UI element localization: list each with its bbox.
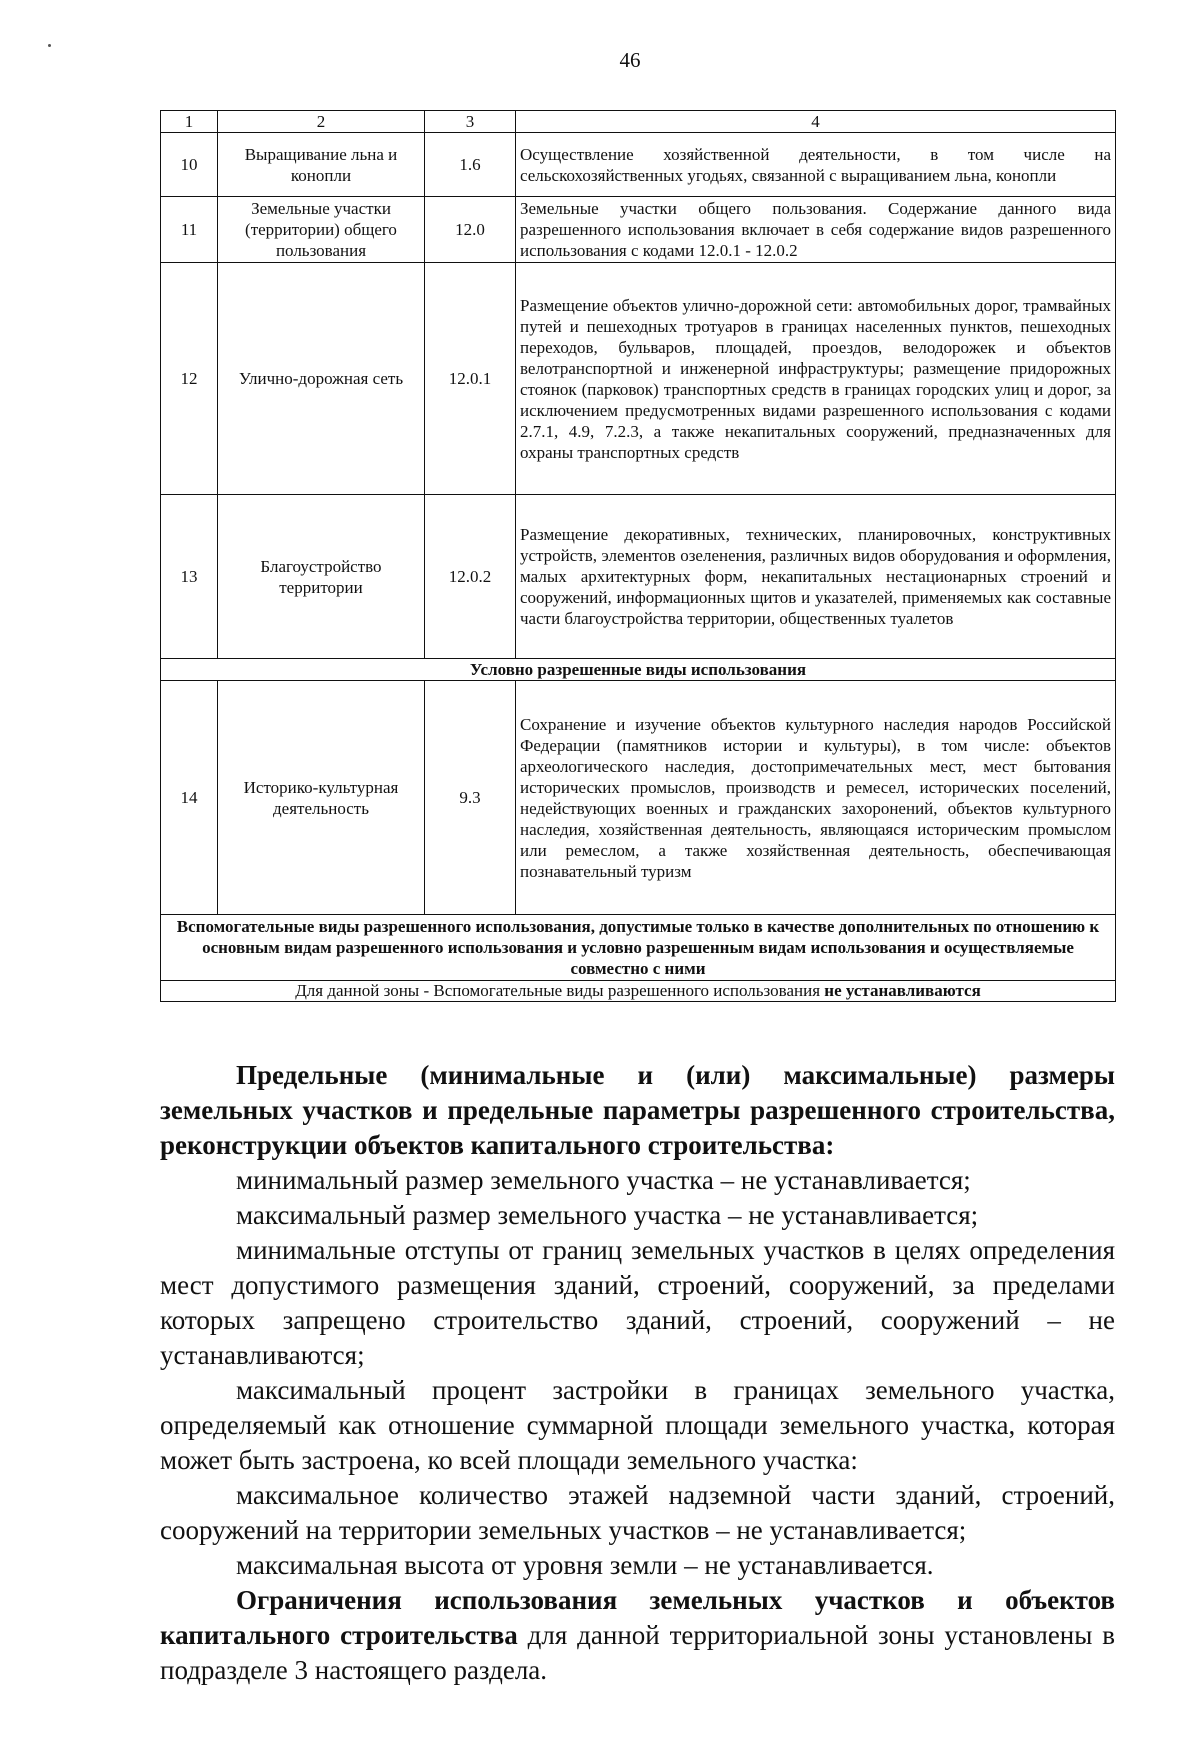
header-col-4: 4 [516, 111, 1116, 133]
row-number: 10 [161, 133, 218, 197]
table-row [161, 263, 1116, 495]
max-floors: максимальное количество этажей надземной части зданий, строений, сооружений на территории земельных участков – не устанавливается; [160, 1480, 1115, 1545]
min-setbacks: минимальные отступы от границ земельных участков в целях определения мест допустимого размещения зданий, строений, сооружений, за пределами которых запрещено строительство зданий, строений, сооружений – не устанавливаются; [160, 1235, 1115, 1370]
use-type-description: Осуществление хозяйственной деятельности, в том числе на сельскохозяйственных угодьях, связанной с выращиванием льна, конопли [516, 133, 1116, 197]
use-type-name: Историко-культурная деятельность [218, 681, 425, 915]
table-row [161, 681, 1116, 915]
note-row [161, 981, 1116, 1002]
row-number: 14 [161, 681, 218, 915]
restrictions-paragraph [160, 1583, 1115, 1688]
use-type-code: 12.0 [425, 197, 516, 263]
use-type-code: 9.3 [425, 681, 516, 915]
header-col-1: 1 [161, 111, 218, 133]
page-number: 46 [619, 48, 641, 72]
section-auxiliary-uses: Вспомогательные виды разрешенного использования, допустимые только в качестве дополнительных по отношению к основным видам разрешенного использования и условно разрешенным видам использования и осуществляемые совместно с ними [161, 915, 1116, 981]
zone-note [161, 981, 1116, 1002]
use-type-name: Благоустройство территории [218, 495, 425, 659]
max-plot-size: максимальный размер земельного участка – не устанавливается; [236, 1200, 979, 1230]
section-conditional-uses: Условно разрешенные виды использования [161, 659, 1116, 681]
use-type-name: Улично-дорожная сеть [218, 263, 425, 495]
table-row [161, 197, 1116, 263]
use-type-description: Размещение объектов улично-дорожной сети: автомобильных дорог, трамвайных путей и пешеходных тротуаров в границах населенных пунктов, пешеходных переходов, бульваров, площадей, проездов, велодорожек и объектов велотранспортной и инженерной инфраструктуры; размещение придорожных стоянок (парковок) транспортных средств в границах городских улиц и дорог, за исключением предусмотренных видами разрешенного использования с кодами 2.7.1, 4.9, 7.2.3, а также некапитальных сооружений, предназначенных для охраны транспортных средств [516, 263, 1116, 495]
restrictions-bold: Ограничения использования земельных участков и объектов капитального строительства [160, 1585, 1115, 1650]
zone-note-bold: не устанавливаются [824, 981, 981, 1000]
use-type-description: Сохранение и изучение объектов культурного наследия народов Российской Федерации (памятников истории и культуры), в том числе: объектов археологического наследия, достопримечательных мест, мест бытования исторических промыслов, производств и ремесел, исторических поселений, недействующих военных и гражданских захоронений, объектов культурного наследия, хозяйственная деятельность, являющаяся историческим промыслом или ремеслом, а также хозяйственная деятельность, обеспечивающая познавательный туризм [516, 681, 1116, 915]
use-type-code: 12.0.2 [425, 495, 516, 659]
table-row [161, 495, 1116, 659]
row-number: 12 [161, 263, 218, 495]
header-col-2: 2 [218, 111, 425, 133]
max-height: максимальная высота от уровня земли – не устанавливается. [236, 1550, 934, 1580]
row-number: 11 [161, 197, 218, 263]
use-type-name: Выращивание льна и конопли [218, 133, 425, 197]
section-row [161, 915, 1116, 981]
parameters-heading: Предельные (минимальные и (или) максимальные) размеры земельных участков и предельные параметры разрешенного строительства, реконструкции объектов капитального строительства: [160, 1060, 1115, 1160]
section-row [161, 659, 1116, 681]
header-col-3: 3 [425, 111, 516, 133]
row-number: 13 [161, 495, 218, 659]
use-type-code: 12.0.1 [425, 263, 516, 495]
use-type-name: Земельные участки (территории) общего пользования [218, 197, 425, 263]
use-type-description: Земельные участки общего пользования. Содержание данного вида разрешенного использования включает в себя содержание видов разрешенного использования с кодами 12.0.1 - 12.0.2 [516, 197, 1116, 263]
table-row [161, 133, 1116, 197]
parameters-section [160, 1058, 1115, 1688]
land-use-table [160, 110, 1116, 1002]
table-header-row [161, 111, 1116, 133]
zone-note-text: Для данной зоны - Вспомогательные виды разрешенного использования [295, 981, 821, 1000]
max-coverage: максимальный процент застройки в границах земельного участка, определяемый как отношение суммарной площади земельного участка, которая может быть застроена, ко всей площади земельного участка: [160, 1375, 1115, 1475]
use-type-description: Размещение декоративных, технических, планировочных, конструктивных устройств, элементов озеленения, различных видов оборудования и оформления, малых архитектурных форм, некапитальных нестационарных строений и сооружений, информационных щитов и указателей, применяемых как составные части благоустройства территории, общественных туалетов [516, 495, 1116, 659]
min-plot-size: минимальный размер земельного участка – не устанавливается; [236, 1165, 971, 1195]
scan-speck [48, 44, 51, 47]
restrictions-rest: для данной территориальной зоны установлены в подразделе 3 настоящего раздела. [160, 1620, 1115, 1685]
use-type-code: 1.6 [425, 133, 516, 197]
